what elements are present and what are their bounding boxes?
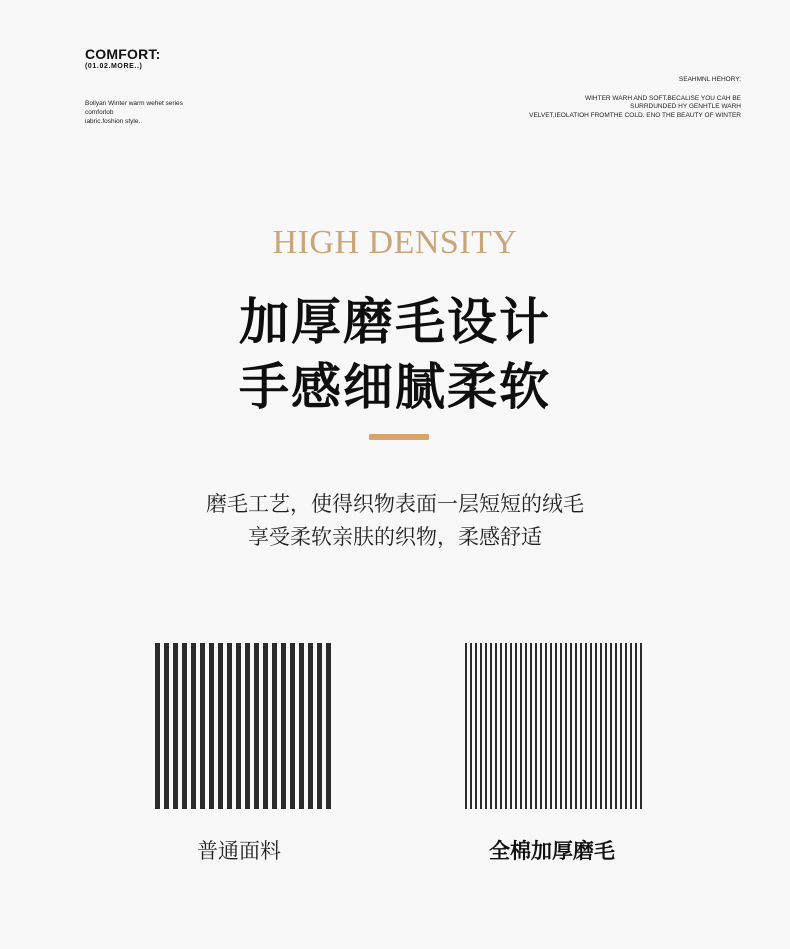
left-desc-line: iabric.foshion style. bbox=[85, 118, 141, 125]
right-desc-line: SURRDUNDED HY GENHTLE WARH bbox=[630, 103, 741, 110]
brand-block bbox=[85, 46, 160, 70]
regular-fabric-stripes bbox=[155, 643, 335, 809]
description-line-1: 磨毛工艺，使得织物表面一层短短的绒毛 bbox=[206, 492, 584, 516]
left-desc-line: comforlob bbox=[85, 109, 114, 116]
chinese-title-line-2: 手感细腻柔软 bbox=[239, 358, 551, 416]
right-desc-heading: SEAHMNL HEHORY; bbox=[678, 76, 741, 83]
description-line-2: 享受柔软亲肤的织物，柔感舒适 bbox=[248, 525, 542, 549]
brushed-fabric-caption: 全棉加厚磨毛 bbox=[489, 839, 615, 863]
left-description bbox=[85, 99, 183, 126]
brand-title: COMFORT: bbox=[85, 46, 161, 62]
chinese-title-line-1: 加厚磨毛设计 bbox=[239, 293, 551, 351]
right-desc-line: VELVET,IEOLATIOH FROMTHE COLD. ENO THE BEAUTY OF WINTER bbox=[529, 111, 741, 119]
right-description bbox=[529, 76, 741, 120]
right-desc-line: WIHTER WARH AND SOFT.BECALISE YOU CAH BE bbox=[584, 94, 741, 102]
regular-fabric-caption: 普通面料 bbox=[197, 839, 281, 863]
accent-divider bbox=[369, 434, 429, 440]
brand-subtitle: (01.02.MORE..) bbox=[85, 63, 143, 70]
left-desc-line: Bollyan Winter warm wehet series bbox=[85, 100, 183, 107]
english-title: HIGH DENSITY bbox=[272, 224, 518, 261]
brushed-fabric-stripes bbox=[465, 643, 645, 809]
